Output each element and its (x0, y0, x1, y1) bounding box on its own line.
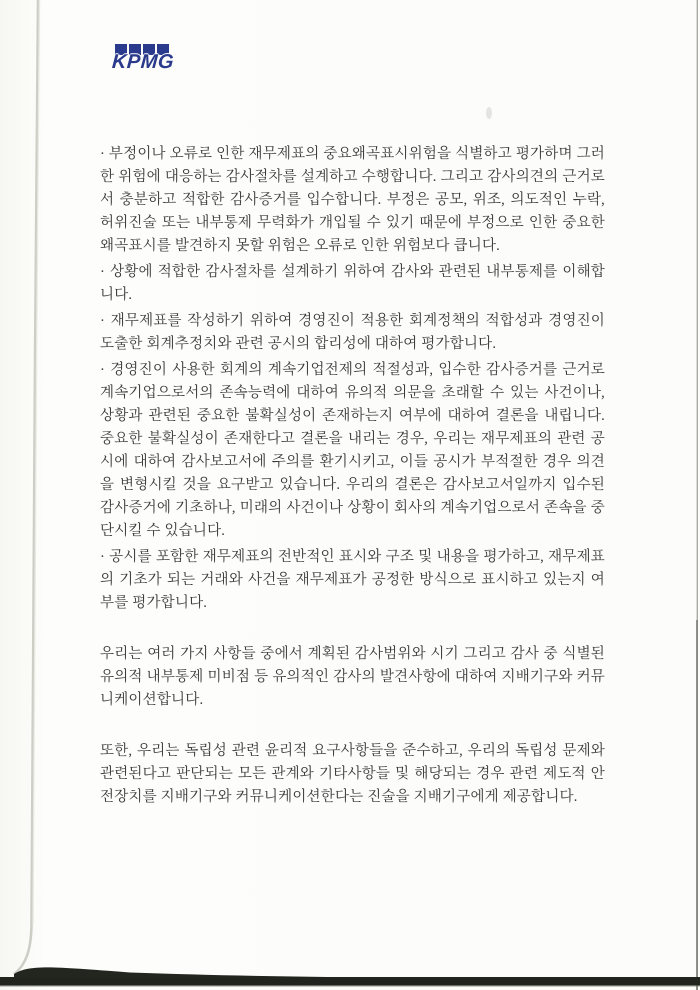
paragraph: 우리는 여러 가지 사항들 중에서 계획된 감사범위와 시기 그리고 감사 중 식별된 유의적 내부통제 미비점 등 유의적인 감사의 발견사항에 대하여 지배기구와 커뮤니케이션합니다. (100, 646, 605, 708)
bullet-paragraph: · 공시를 포함한 재무제표의 전반적인 표시와 구조 및 내용을 평가하고, 재무제표의 기초가 되는 거래와 사건을 재무제표가 공정한 방식으로 표시하고 있는지 여부를 평가합니다. (100, 549, 605, 611)
bottom-band-underline (0, 986, 700, 987)
document-body (100, 143, 605, 812)
bullet-paragraph: · 부정이나 오류로 인한 재무제표의 중요왜곡표시위험을 식별하고 평가하며 그러한 위험에 대응하는 감사절차를 설계하고 수행합니다. 그리고 감사의견의 근거로서 충분하고 적합한 감사증거를 입수합니다. 부정은 공모, 위조, 의도적인 누락, 허위진술 또는 내부통제 무력화가 개입될 수 있기 때문에 부정으로 인한 중요한 왜곡표시를 발견하지 못할 위험은 오류로 인한 위험보다 큽니다. (100, 146, 605, 254)
kpmg-logo-text: KPMG (111, 51, 175, 73)
scan-smudge (486, 107, 492, 119)
bullet-paragraph: · 재무제표를 작성하기 위하여 경영진이 적용한 회계정책의 적합성과 경영진이 도출한 회계추정치와 관련 공시의 합리성에 대하여 평가합니다. (100, 313, 605, 352)
bullet-paragraph: · 경영진이 사용한 회계의 계속기업전제의 적절성과, 입수한 감사증거를 근거로 계속기업으로서의 존속능력에 대하여 유의적 의문을 초래할 수 있는 사건이나, 상황과 관련된 중요한 불확실성이 존재하는지 여부에 대하여 결론을 내립니다. 중요한 불확실성이 존재한다고 결론을 내리는 경우, 우리는 재무제표의 관련 공시에 대하여 감사보고서에 주의를 환기시키고, 이들 공시가 부적절한 경우 의견을 변형시킬 것을 요구받고 있습니다. 우리의 결론은 감사보고서일까지 입수된 감사증거에 기초하나, 미래의 사건이나 상황이 회사의 계속기업으로서 존속을 중단시킬 수 있습니다. (100, 362, 605, 539)
page-curl-edge-highlight (33, 0, 40, 925)
page-curl-shadow (14, 967, 460, 980)
bottom-scan-band (0, 977, 700, 986)
paragraph: 또한, 우리는 독립성 관련 윤리적 요구사항들을 준수하고, 우리의 독립성 문제와 관련된다고 판단되는 모든 관계와 기타사항들 및 해당되는 경우 관련 제도적 안전장치를 지배기구와 커뮤니케이션한다는 진술을 지배기구에게 제공합니다. (100, 743, 605, 805)
kpmg-logo (112, 44, 192, 71)
page-curl-edge (14, 0, 38, 974)
bullet-paragraph: · 상황에 적합한 감사절차를 설계하기 위하여 감사와 관련된 내부통제를 이해합니다. (100, 264, 605, 303)
